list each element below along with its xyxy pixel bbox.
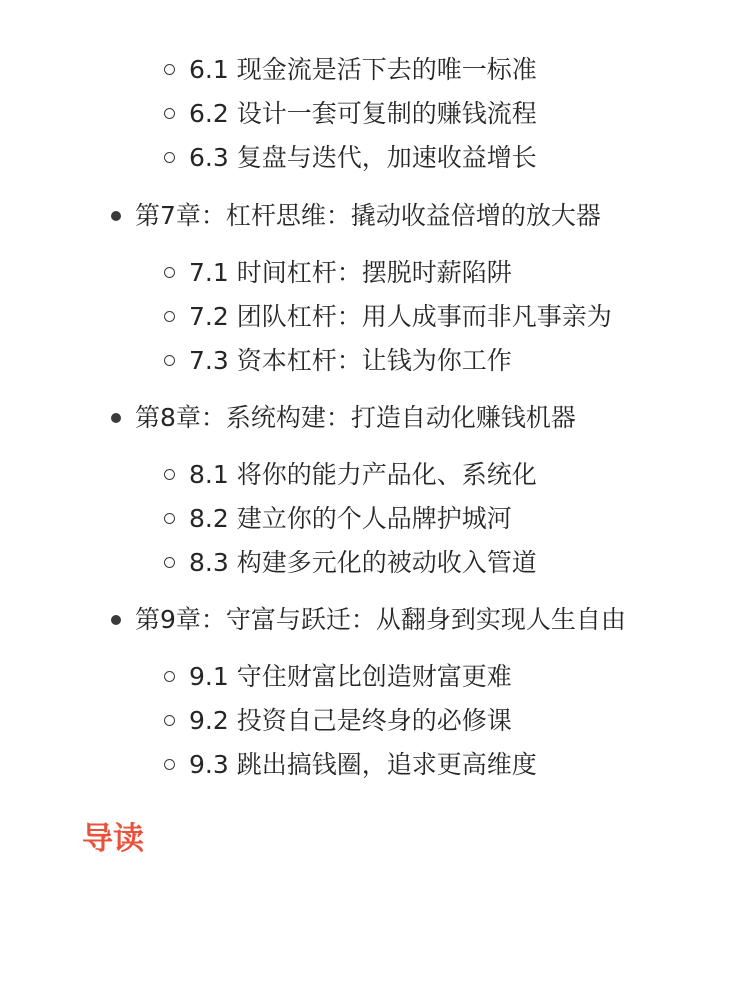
toc-chapter-title: 第8章：系统构建：打造自动化赚钱机器: [135, 403, 576, 432]
toc-subitem-label: 7.1 时间杠杆：摆脱时薪陷阱: [189, 258, 512, 287]
hollow-bullet-icon: [164, 671, 175, 682]
toc-subitem-label: 9.1 守住财富比创造财富更难: [189, 662, 512, 691]
toc-subitem-label: 6.3 复盘与迭代，加速收益增长: [189, 143, 537, 172]
hollow-bullet-icon: [164, 64, 175, 75]
hollow-bullet-icon: [164, 759, 175, 770]
hollow-bullet-icon: [164, 267, 175, 278]
hollow-bullet-icon: [164, 557, 175, 568]
hollow-bullet-icon: [164, 108, 175, 119]
toc-subitem-label: 8.2 建立你的个人品牌护城河: [189, 504, 512, 533]
hollow-bullet-icon: [164, 469, 175, 480]
hollow-bullet-icon: [164, 715, 175, 726]
toc-subitem-label: 8.3 构建多元化的被动收入管道: [189, 548, 537, 577]
toc-chapter-title: 第9章：守富与跃迁：从翻身到实现人生自由: [135, 605, 626, 634]
hollow-bullet-icon: [164, 355, 175, 366]
hollow-bullet-icon: [164, 311, 175, 322]
filled-bullet-icon: [111, 615, 121, 625]
toc-subitem-label: 6.1 现金流是活下去的唯一标准: [189, 55, 537, 84]
filled-bullet-icon: [111, 211, 121, 221]
toc-subitem-label: 6.2 设计一套可复制的赚钱流程: [189, 99, 537, 128]
toc-subitem-label: 7.2 团队杠杆：用人成事而非凡事亲为: [189, 302, 612, 331]
toc-subitem-label: 9.3 跳出搞钱圈，追求更高维度: [189, 750, 537, 779]
toc-subitem-label: 7.3 资本杠杆：让钱为你工作: [189, 346, 512, 375]
section-heading: 导读: [82, 821, 144, 857]
filled-bullet-icon: [111, 413, 121, 423]
toc-chapter-title: 第7章：杠杆思维：撬动收益倍增的放大器: [135, 201, 601, 230]
hollow-bullet-icon: [164, 513, 175, 524]
toc-subitem-label: 9.2 投资自己是终身的必修课: [189, 706, 512, 735]
hollow-bullet-icon: [164, 152, 175, 163]
toc-subitem-label: 8.1 将你的能力产品化、系统化: [189, 460, 537, 489]
